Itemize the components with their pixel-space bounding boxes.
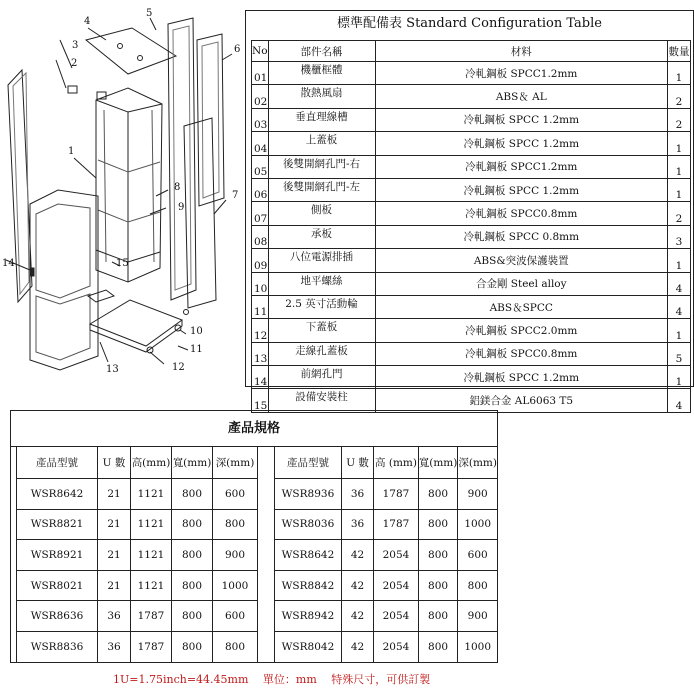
- spec-right-row: [275, 631, 498, 662]
- callout-12: 12: [172, 362, 185, 373]
- spec-left-header-width: 寬(mm): [172, 447, 213, 479]
- spec-left-cell: 800: [213, 509, 258, 540]
- cfg-no-cell: 09: [252, 249, 269, 272]
- callout-4: 4: [84, 16, 91, 27]
- cfg-name-cell: 地平螺絲: [268, 272, 375, 295]
- spec-right-grid: [274, 446, 498, 663]
- cfg-no-cell: 15: [252, 389, 269, 412]
- spec-right-cell: 42: [341, 540, 373, 571]
- spec-right-header-u: U 數: [341, 447, 373, 479]
- spec-left-cell: 600: [213, 601, 258, 632]
- spec-left-header-u: U 數: [98, 447, 131, 479]
- spec-right-cell: 1000: [458, 509, 498, 540]
- spec-left-header-depth: 深(mm): [213, 447, 258, 479]
- spec-right-header-height: 高 (mm): [374, 447, 419, 479]
- cfg-header-qty: 數量: [668, 41, 691, 62]
- callout-7: 7: [232, 190, 239, 201]
- spec-right-cell: WSR8036: [275, 509, 342, 540]
- rear-door-part: [168, 18, 196, 300]
- cfg-material-cell: 冷軋鋼板 SPCC 1.2mm: [375, 178, 667, 201]
- spec-left-cell: 800: [172, 570, 213, 601]
- spec-right-cell: WSR8642: [275, 540, 342, 571]
- spec-right-cell: 800: [418, 509, 458, 540]
- spec-left-row: [17, 479, 258, 510]
- spec-left-row: [17, 631, 258, 662]
- spec-left-cell: 600: [213, 479, 258, 510]
- cfg-material-cell: 冷軋鋼板 SPCC 1.2mm: [375, 366, 667, 389]
- cfg-no-cell: 02: [252, 85, 269, 108]
- cfg-row: [252, 225, 691, 248]
- spec-right-cell: WSR8042: [275, 631, 342, 662]
- spec-right-header-width: 寬(mm): [418, 447, 458, 479]
- cfg-no-cell: 06: [252, 178, 269, 201]
- spec-left-cell: 36: [98, 601, 131, 632]
- spec-left-row: [17, 601, 258, 632]
- spec-right-cell: 1000: [458, 631, 498, 662]
- cfg-qty-cell: 2: [668, 108, 691, 131]
- spec-right-cell: 2054: [374, 540, 419, 571]
- spec-right-row: [275, 479, 498, 510]
- spec-left-cell: 800: [172, 631, 213, 662]
- cfg-material-cell: 冷軋鋼板 SPCC 0.8mm: [375, 225, 667, 248]
- cfg-grid: [251, 40, 691, 413]
- callout-3: 3: [72, 40, 79, 51]
- cfg-row: [252, 178, 691, 201]
- spec-left-cell: WSR8821: [17, 509, 98, 540]
- spec-left-cell: WSR8642: [17, 479, 98, 510]
- front-door-part: [30, 190, 98, 370]
- cfg-qty-cell: 1: [668, 249, 691, 272]
- cfg-material-cell: ABS＆SPCC: [375, 295, 667, 318]
- cfg-qty-cell: 1: [668, 319, 691, 342]
- spec-right-cell: 800: [418, 540, 458, 571]
- callout-11: 11: [190, 344, 203, 355]
- spec-right-cell: 800: [418, 631, 458, 662]
- cfg-qty-cell: 2: [668, 85, 691, 108]
- cfg-row: [252, 366, 691, 389]
- cfg-material-cell: 合金剛 Steel alloy: [375, 272, 667, 295]
- cabinet-drawing: [0, 0, 244, 392]
- callout-10: 10: [190, 326, 203, 337]
- spec-left-row: [17, 570, 258, 601]
- spec-left-cell: 900: [213, 540, 258, 571]
- cfg-name-cell: 2.5 英寸活動輪: [268, 295, 375, 318]
- cfg-no-cell: 07: [252, 202, 269, 225]
- cfg-material-cell: 冷軋鋼板 SPCC 1.2mm: [375, 132, 667, 155]
- spec-right-cell: 36: [341, 509, 373, 540]
- cfg-no-cell: 13: [252, 342, 269, 365]
- standard-configuration-table: [245, 10, 694, 412]
- spec-left-cell: 21: [98, 540, 131, 571]
- cfg-header-material: 材料: [375, 41, 667, 62]
- product-spec-table: [10, 410, 498, 663]
- cfg-row: [252, 62, 691, 85]
- cfg-name-cell: 後雙開網孔門-左: [268, 178, 375, 201]
- spec-right-cell: 600: [458, 540, 498, 571]
- cfg-qty-cell: 2: [668, 202, 691, 225]
- cfg-row: [252, 85, 691, 108]
- cfg-qty-cell: 4: [668, 389, 691, 412]
- cfg-no-cell: 12: [252, 319, 269, 342]
- spec-left-cell: 1121: [131, 479, 172, 510]
- cfg-name-cell: 上蓋板: [268, 132, 375, 155]
- callout-6: 6: [234, 44, 241, 55]
- spec-right-cell: 42: [341, 570, 373, 601]
- cfg-material-cell: 冷軋鋼板 SPCC1.2mm: [375, 62, 667, 85]
- cfg-material-cell: 冷軋鋼板 SPCC2.0mm: [375, 319, 667, 342]
- cfg-name-cell: 側板: [268, 202, 375, 225]
- cfg-name-cell: 走線孔蓋板: [268, 342, 375, 365]
- fan-part: [68, 86, 77, 93]
- spec-right-cell: 800: [418, 570, 458, 601]
- unit-footnote: 1U=1.75inch=44.45mm 單位：mm 特殊尺寸，可供訂製: [113, 673, 431, 686]
- cfg-no-cell: 08: [252, 225, 269, 248]
- cfg-row: [252, 249, 691, 272]
- spec-left-cell: 21: [98, 570, 131, 601]
- spec-right-cell: 900: [458, 479, 498, 510]
- cfg-name-cell: 設備安裝柱: [268, 389, 375, 412]
- spec-left-header-row: [17, 447, 258, 479]
- cfg-name-cell: 前網孔門: [268, 366, 375, 389]
- spec-right-cell: 800: [418, 601, 458, 632]
- cfg-material-cell: 冷軋鋼板 SPCC 1.2mm: [375, 108, 667, 131]
- cfg-header-name: 部件名稱: [268, 41, 375, 62]
- spec-left-cell: 1787: [131, 631, 172, 662]
- callout-5: 5: [146, 8, 153, 19]
- spec-left-cell: 21: [98, 479, 131, 510]
- spec-right-cell: WSR8942: [275, 601, 342, 632]
- cfg-row: [252, 389, 691, 412]
- callout-15: 15: [116, 258, 129, 269]
- cfg-material-cell: ABS＆ AL: [375, 85, 667, 108]
- spec-right-header-depth: 深(mm): [458, 447, 498, 479]
- spec-left-cell: 1787: [131, 601, 172, 632]
- cfg-qty-cell: 3: [668, 225, 691, 248]
- cfg-no-cell: 10: [252, 272, 269, 295]
- cable-hole-cover-part: [88, 290, 114, 302]
- spec-left-cell: WSR8636: [17, 601, 98, 632]
- spec-right-cell: 800: [458, 570, 498, 601]
- cfg-material-cell: 冷軋鋼板 SPCC0.8mm: [375, 202, 667, 225]
- cfg-no-cell: 03: [252, 108, 269, 131]
- cfg-qty-cell: 1: [668, 132, 691, 155]
- spec-right-cell: WSR8842: [275, 570, 342, 601]
- spec-right-row: [275, 570, 498, 601]
- spec-title: 產品規格: [10, 410, 498, 447]
- spec-left-header-height: 高(mm): [131, 447, 172, 479]
- cfg-qty-cell: 5: [668, 342, 691, 365]
- spec-left-row: [17, 540, 258, 571]
- cfg-name-cell: 垂直理線槽: [268, 108, 375, 131]
- spec-left-grid: [16, 446, 258, 663]
- spec-right-rows: [275, 479, 498, 663]
- cfg-qty-cell: 4: [668, 295, 691, 318]
- cfg-title: 標準配備表 Standard Configuration Table: [337, 16, 602, 31]
- bottom-plate-part: [90, 300, 182, 346]
- cfg-qty-cell: 1: [668, 155, 691, 178]
- spec-right-cell: 900: [458, 601, 498, 632]
- spec-left-cell: 21: [98, 509, 131, 540]
- cfg-row: [252, 202, 691, 225]
- callout-14: 14: [2, 258, 15, 269]
- spec-left-cell: 1121: [131, 509, 172, 540]
- cabinet-exploded-diagram: [0, 0, 244, 392]
- cfg-name-cell: 八位電源排插: [268, 249, 375, 272]
- spec-right-row: [275, 540, 498, 571]
- cfg-material-cell: ABS&突波保護裝置: [375, 249, 667, 272]
- cfg-header-row: [252, 41, 691, 62]
- spec-right-header-row: [275, 447, 498, 479]
- cfg-name-cell: 承板: [268, 225, 375, 248]
- cfg-row: [252, 108, 691, 131]
- spec-left-row: [17, 509, 258, 540]
- spec-right-cell: 2054: [374, 601, 419, 632]
- cfg-name-cell: 機櫃框體: [268, 62, 375, 85]
- spec-right-cell: WSR8936: [275, 479, 342, 510]
- spec-left-rows: [17, 479, 258, 663]
- spec-right-header-model: 產品型號: [275, 447, 342, 479]
- side-panel-part: [184, 118, 216, 308]
- cfg-header-no: No: [252, 41, 269, 62]
- spec-left-cell: 800: [172, 601, 213, 632]
- cfg-row: [252, 295, 691, 318]
- cfg-no-cell: 11: [252, 295, 269, 318]
- cfg-material-cell: 冷軋鋼板 SPCC0.8mm: [375, 342, 667, 365]
- spec-left-cell: 36: [98, 631, 131, 662]
- cfg-qty-cell: 4: [668, 272, 691, 295]
- cfg-name-cell: 後雙開網孔門-右: [268, 155, 375, 178]
- spec-right-row: [275, 509, 498, 540]
- cfg-rows: [252, 62, 691, 413]
- spec-left-cell: 800: [172, 540, 213, 571]
- spec-right-cell: 800: [418, 479, 458, 510]
- spec-left-cell: 800: [172, 509, 213, 540]
- spec-left-cell: 1121: [131, 540, 172, 571]
- cfg-name-cell: 下蓋板: [268, 319, 375, 342]
- spec-left-cell: 800: [213, 631, 258, 662]
- cfg-row: [252, 342, 691, 365]
- cfg-qty-cell: 1: [668, 366, 691, 389]
- cfg-no-cell: 14: [252, 366, 269, 389]
- spec-right-cell: 2054: [374, 570, 419, 601]
- cfg-material-cell: 冷軋鋼板 SPCC1.2mm: [375, 155, 667, 178]
- spec-right-cell: 1787: [374, 479, 419, 510]
- callout-13: 13: [106, 364, 119, 375]
- top-cover-part: [86, 28, 176, 74]
- cfg-no-cell: 04: [252, 132, 269, 155]
- spec-left-cell: 1121: [131, 570, 172, 601]
- spec-left-cell: WSR8836: [17, 631, 98, 662]
- spec-left-cell: 1000: [213, 570, 258, 601]
- spec-left-header-model: 產品型號: [17, 447, 98, 479]
- cfg-row: [252, 155, 691, 178]
- cfg-row: [252, 272, 691, 295]
- spec-left-cell: WSR8021: [17, 570, 98, 601]
- cfg-no-cell: 05: [252, 155, 269, 178]
- spec-right-cell: 36: [341, 479, 373, 510]
- cfg-row: [252, 132, 691, 155]
- spec-right-row: [275, 601, 498, 632]
- spec-right-cell: 2054: [374, 631, 419, 662]
- callout-8: 8: [174, 182, 181, 193]
- callout-9: 9: [178, 202, 185, 213]
- spec-right-cell: 42: [341, 631, 373, 662]
- rear-door-left-part: [197, 34, 224, 206]
- cfg-row: [252, 319, 691, 342]
- spec-right-cell: 1787: [374, 509, 419, 540]
- callout-1: 1: [68, 146, 75, 157]
- cfg-material-cell: 鋁鎂合金 AL6063 T5: [375, 389, 667, 412]
- spec-left-cell: 800: [172, 479, 213, 510]
- spec-right-cell: 42: [341, 601, 373, 632]
- cfg-qty-cell: 1: [668, 62, 691, 85]
- callout-2: 2: [71, 58, 78, 69]
- cfg-no-cell: 01: [252, 62, 269, 85]
- spec-left-cell: WSR8921: [17, 540, 98, 571]
- cfg-name-cell: 散熱風扇: [268, 85, 375, 108]
- cfg-qty-cell: 1: [668, 178, 691, 201]
